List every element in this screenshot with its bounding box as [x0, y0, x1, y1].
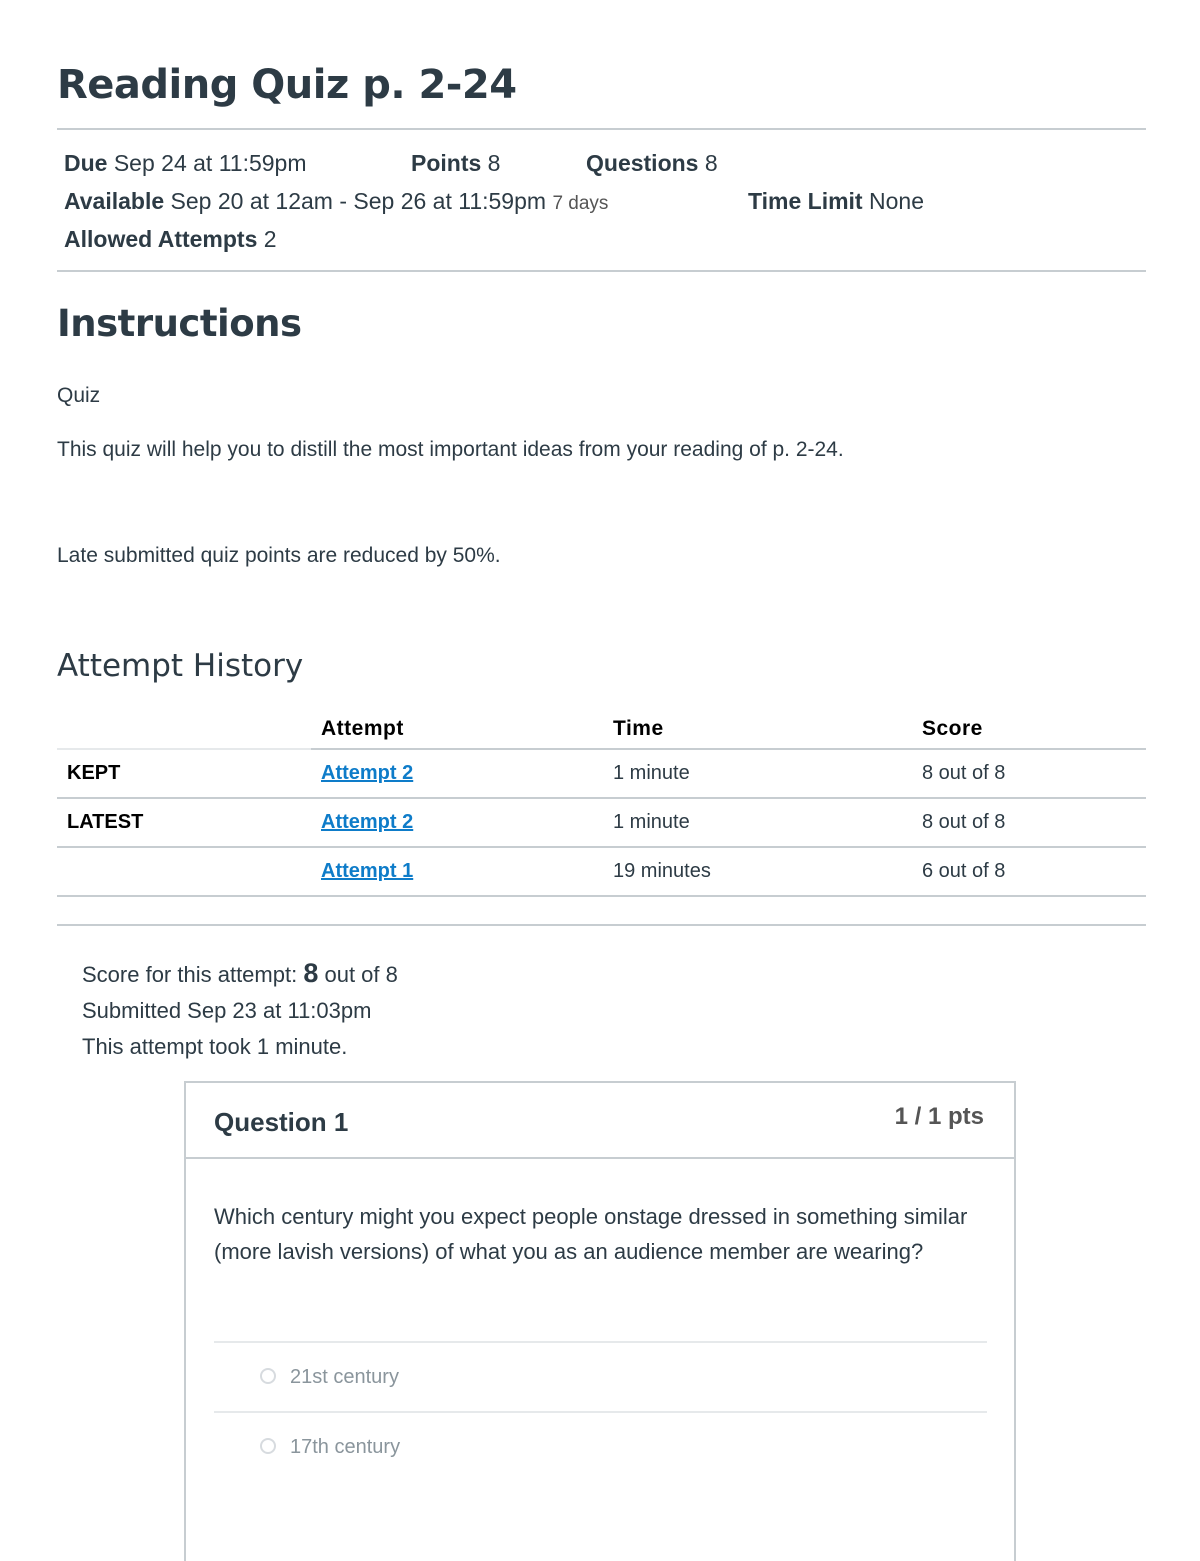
- available-label: Available: [64, 188, 165, 214]
- question-text: Which century might you expect people onstage dressed in something similar (more lavish versions) of what you as an audience member are wearing?: [214, 1204, 968, 1264]
- attempt-tag: [57, 847, 311, 896]
- score-prefix: Score for this attempt:: [82, 962, 298, 987]
- attempt-time: 1 minute: [603, 798, 912, 847]
- time-limit-info: [748, 188, 924, 215]
- score-suffix: out of 8: [324, 962, 398, 987]
- divider: [57, 924, 1146, 926]
- attempt-score-line: [82, 958, 398, 989]
- column-header-attempt: Attempt: [311, 710, 603, 749]
- column-header-tag: [57, 710, 311, 749]
- score-value: 8: [303, 958, 319, 988]
- attempt-link[interactable]: Attempt 2: [321, 811, 414, 833]
- questions-label: Questions: [586, 150, 699, 176]
- instructions-heading: Instructions: [57, 302, 302, 345]
- table-row: [57, 749, 1146, 798]
- available-info: [64, 188, 608, 215]
- available-days: 7 days: [552, 193, 609, 214]
- attempt-history-heading: Attempt History: [57, 648, 304, 684]
- radio-button-icon: [260, 1438, 276, 1454]
- allowed-attempts-info: [64, 226, 277, 253]
- table-row: [57, 798, 1146, 847]
- column-header-time: Time: [603, 710, 912, 749]
- instructions-line-1: Quiz: [57, 384, 101, 407]
- answer-option: [214, 1341, 987, 1413]
- attempt-score: 6 out of 8: [912, 847, 1146, 896]
- question-points: 1 / 1 pts: [894, 1103, 984, 1130]
- attempt-tag: KEPT: [57, 749, 311, 798]
- attempt-time: 19 minutes: [603, 847, 912, 896]
- due-label: Due: [64, 150, 108, 176]
- time-limit-value: None: [869, 188, 924, 214]
- attempt-score: 8 out of 8: [912, 798, 1146, 847]
- questions-value: 8: [704, 150, 718, 176]
- table-header-row: [57, 710, 1146, 749]
- divider: [57, 128, 1146, 130]
- question-header: [186, 1083, 1014, 1159]
- questions-info: [586, 150, 718, 177]
- due-info: [64, 150, 307, 177]
- submitted-time: Submitted Sep 23 at 11:03pm: [82, 998, 372, 1023]
- attempt-duration: This attempt took 1 minute.: [82, 1034, 348, 1059]
- column-header-score: Score: [912, 710, 1146, 749]
- attempt-link[interactable]: Attempt 1: [321, 860, 414, 882]
- allowed-attempts-label: Allowed Attempts: [64, 226, 258, 252]
- attempt-time: 1 minute: [603, 749, 912, 798]
- attempt-history-table: [57, 710, 1146, 897]
- divider: [57, 270, 1146, 272]
- answer-label: 17th century: [290, 1436, 401, 1458]
- instructions-line-2: This quiz will help you to distill the most important ideas from your reading of p. 2-24.: [57, 438, 844, 461]
- radio-button-icon: [260, 1368, 276, 1384]
- answer-option: [214, 1411, 987, 1483]
- attempt-tag: LATEST: [57, 798, 311, 847]
- quiz-title: Reading Quiz p. 2-24: [57, 62, 517, 108]
- attempt-score: 8 out of 8: [912, 749, 1146, 798]
- instructions-line-3: Late submitted quiz points are reduced by 50%.: [57, 544, 501, 567]
- answer-label: 21st century: [290, 1366, 399, 1388]
- points-info: [411, 150, 500, 177]
- question-title: Question 1: [214, 1107, 349, 1137]
- time-limit-label: Time Limit: [748, 188, 863, 214]
- attempt-link[interactable]: Attempt 2: [321, 762, 414, 784]
- available-value: Sep 20 at 12am - Sep 26 at 11:59pm: [170, 188, 547, 214]
- points-label: Points: [411, 150, 482, 176]
- allowed-attempts-value: 2: [263, 226, 277, 252]
- due-value: Sep 24 at 11:59pm: [113, 150, 307, 176]
- table-row: [57, 847, 1146, 896]
- question-card: [184, 1081, 1016, 1561]
- points-value: 8: [487, 150, 501, 176]
